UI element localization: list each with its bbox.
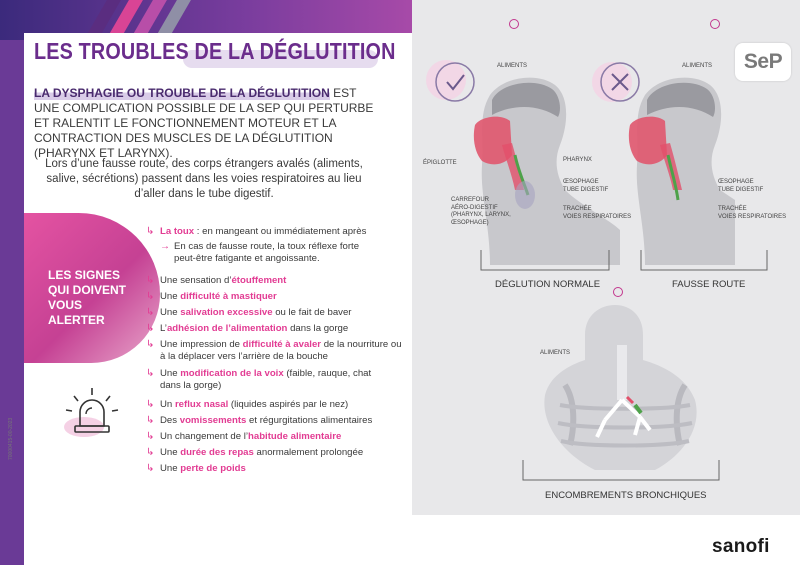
label-epiglotte: ÉPIGLOTTE bbox=[423, 160, 457, 166]
arrow-icon: ↳ bbox=[146, 226, 155, 237]
arrow-icon: → bbox=[160, 241, 170, 252]
label-aliments: ALIMENTS bbox=[682, 63, 713, 69]
intro-text: EST UNE COMPLICATION POSSIBLE DE LA SEP QUI PERTURBE ET RALENTIT LE FONCTIONNEMENT MOTEUR ET LA CONTRACTION DES MUSCLES DE LA DÉGLUTITION (PHARYNX ET LARYNX). bbox=[34, 86, 374, 160]
list-item: ↳ Un reflux nasal (liquides aspirés par le nez) bbox=[146, 399, 349, 410]
list-item: ↳ Un changement de l’habitude alimentaire bbox=[146, 431, 342, 442]
arrow-icon: ↳ bbox=[146, 463, 155, 474]
label-aliments: ALIMENTS bbox=[497, 63, 528, 69]
label-trachee: TRACHÉE bbox=[563, 206, 592, 212]
arrow-icon: ↳ bbox=[146, 431, 155, 442]
arrow-icon: ↳ bbox=[146, 447, 155, 458]
label-pharynx: PHARYNX bbox=[563, 157, 592, 163]
label-carrefour: CARREFOUR AÉRO-DIGESTIF (PHARYNX, LARYNX, ŒSOPHAGE) bbox=[451, 197, 511, 226]
arrow-icon: ↳ bbox=[146, 415, 155, 426]
label-tube-digestif: TUBE DIGESTIF bbox=[718, 187, 764, 193]
list-item: ↳ L’adhésion de l’alimentation dans la gorge bbox=[146, 323, 349, 334]
intro-highlight: LA DYSPHAGIE OU TROUBLE DE LA DÉGLUTITION bbox=[34, 86, 330, 100]
intro-paragraph bbox=[34, 86, 374, 161]
list-item: ↳ Une salivation excessive ou le fait de baver bbox=[146, 307, 352, 318]
list-item: ↳ Une sensation d’étouffement bbox=[146, 275, 287, 286]
document-reference: 70000415-00-2023 bbox=[8, 417, 14, 460]
caption-normal: DÉGLUTION NORMALE bbox=[495, 279, 601, 290]
false-route-paragraph: Lors d’une fausse route, des corps étrangers avalés (aliments, salive, sécrétions) passent dans les voies respiratoires au lieu d’aller dans le tube digestif. bbox=[45, 158, 363, 200]
sanofi-logo: sanofi bbox=[712, 536, 770, 557]
sep-logo: SeP bbox=[735, 43, 791, 81]
arrow-icon: ↳ bbox=[146, 339, 155, 350]
list-item: ↳ Une durée des repas anormalement prolongée bbox=[146, 447, 364, 458]
ring-decor bbox=[509, 19, 519, 29]
caption-bronchial: ENCOMBREMENTS BRONCHIQUES bbox=[545, 490, 707, 501]
list-item: ↳ Une difficulté à mastiquer bbox=[146, 291, 277, 302]
arrow-icon: ↳ bbox=[146, 399, 155, 410]
label-tube-digestif: TUBE DIGESTIF bbox=[563, 187, 609, 193]
label-oesophage: ŒSOPHAGE bbox=[718, 179, 754, 185]
label-oesophage: ŒSOPHAGE bbox=[563, 179, 599, 185]
ring-decor bbox=[613, 287, 623, 297]
siren-icon bbox=[62, 382, 122, 442]
label-voies-respiratoires: VOIES RESPIRATOIRES bbox=[563, 214, 632, 220]
false-route-illustration bbox=[590, 55, 735, 265]
label-aliments: ALIMENTS bbox=[540, 350, 571, 356]
label-voies-respiratoires: VOIES RESPIRATOIRES bbox=[718, 214, 787, 220]
list-item: ↳ Une perte de poids bbox=[146, 463, 246, 474]
list-item: ↳ La toux : en mangeant ou immédiatement après bbox=[146, 226, 367, 237]
label-trachee: TRACHÉE bbox=[718, 206, 747, 212]
arrow-icon: ↳ bbox=[146, 291, 155, 302]
arrow-icon: ↳ bbox=[146, 307, 155, 318]
bronchial-illustration bbox=[525, 305, 725, 470]
arrow-icon: ↳ bbox=[146, 323, 155, 334]
ring-decor bbox=[710, 19, 720, 29]
arrow-icon: ↳ bbox=[146, 275, 155, 286]
alert-label: LES SIGNES QUI DOIVENT VOUS ALERTER bbox=[48, 268, 127, 327]
list-item: → En cas de fausse route, la toux réflexe forte peut-être fatigante et angoissante. bbox=[160, 241, 360, 264]
list-item: ↳ Des vomissements et régurgitations alimentaires bbox=[146, 415, 373, 426]
arrow-icon: ↳ bbox=[146, 368, 155, 379]
list-item: ↳ Une modification de la voix (faible, rauque, chat dans la gorge) bbox=[146, 368, 372, 391]
bracket-false-route bbox=[640, 250, 768, 272]
bracket-bronchial bbox=[522, 460, 720, 482]
page-title: LES TROUBLES DE LA DÉGLUTITION bbox=[34, 38, 396, 64]
caption-false-route: FAUSSE ROUTE bbox=[672, 279, 746, 290]
list-item: ↳ Une impression de difficulté à avaler de la nourriture ou à la déplacer vers l’arrière de la bouche bbox=[146, 339, 402, 362]
